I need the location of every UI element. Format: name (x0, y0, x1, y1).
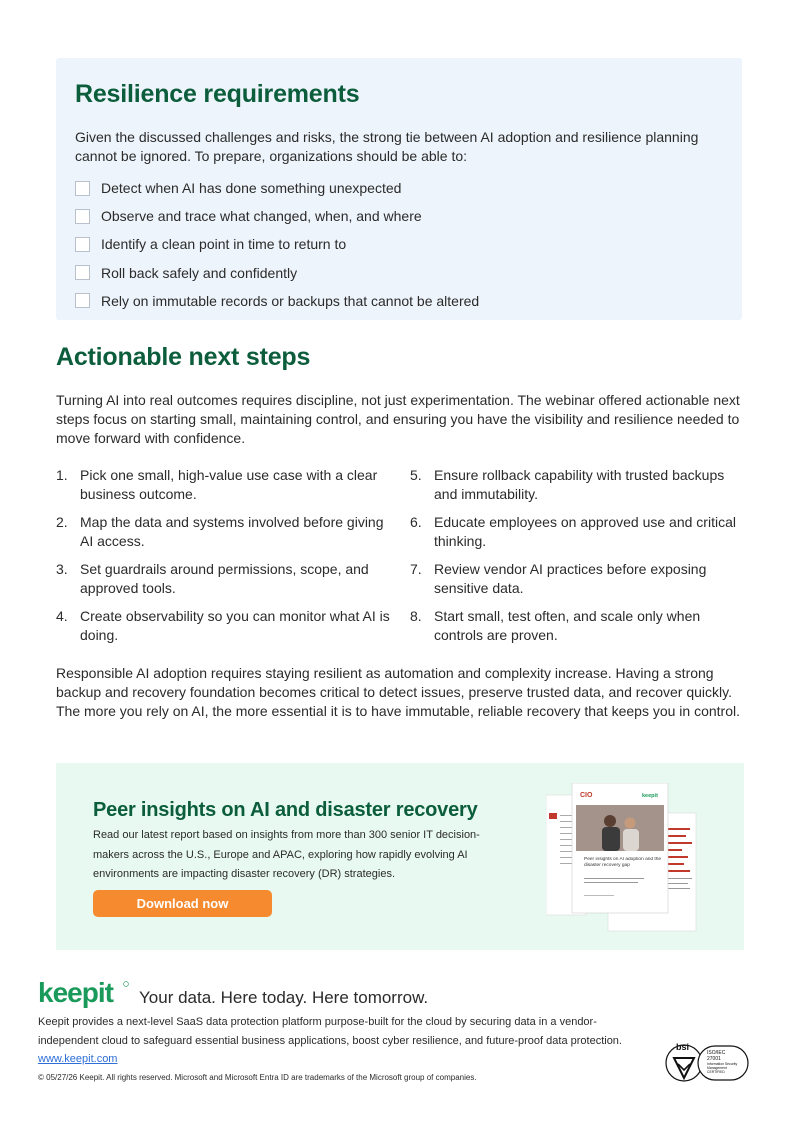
resilience-checklist (75, 174, 479, 315)
cert-line: Information Security (707, 1062, 738, 1066)
cert-line: ISO/IEC (707, 1050, 726, 1056)
step-item (410, 560, 745, 607)
resilience-intro: Given the discussed challenges and risks, the strong tie between AI adoption and resilience planning cannot be ignored. To prepare, organizations should be able to: (75, 129, 699, 164)
cert-line: CERTIFIED (707, 1070, 725, 1074)
download-now-button[interactable]: Download now (93, 890, 272, 917)
step-text: Ensure rollback capability with trusted backups and immutability. (434, 467, 725, 502)
step-text: Review vendor AI practices before exposing sensitive data. (434, 561, 707, 596)
checkbox[interactable] (75, 237, 90, 252)
checklist-item-label: Detect when AI has done something unexpected (101, 180, 402, 197)
checklist-item-label: Observe and trace what changed, when, and where (101, 208, 422, 225)
checklist-item (75, 230, 479, 258)
report-brand-left: CIO (580, 792, 593, 799)
footer-description (38, 1013, 638, 1069)
promo-title: Peer insights on AI and disaster recovery (93, 799, 478, 821)
checkbox[interactable] (75, 293, 90, 308)
step-item (56, 513, 391, 560)
checklist-item (75, 202, 479, 230)
step-number: 6. (410, 514, 422, 530)
step-number: 7. (410, 561, 422, 577)
step-text: Map the data and systems involved before giving AI access. (80, 514, 384, 549)
report-brand-right: keepit (642, 793, 658, 799)
closing-paragraph: Responsible AI adoption requires staying resilient as automation and complexity increase. Having a strong backup and recovery foundation becomes critical to detect issues, preserve trusted data, and recover quickly. The more you rely on AI, the more essential it is to have immutable, reliable recovery that keeps you in control. (56, 665, 740, 719)
resilience-requirements-box (56, 58, 742, 320)
step-item (410, 607, 745, 654)
cert-line: 27001 (707, 1056, 721, 1062)
bsi-certification-badge (664, 1040, 750, 1084)
step-number: 3. (56, 561, 68, 577)
step-text: Start small, test often, and scale only when controls are proven. (434, 608, 701, 643)
keepit-website-link[interactable]: www.keepit.com (38, 1053, 118, 1065)
step-text: Pick one small, high-value use case with a clear business outcome. (80, 467, 378, 502)
step-item (56, 466, 391, 513)
checklist-item-label: Roll back safely and confidently (101, 264, 298, 281)
bsi-brand: bsi (676, 1042, 690, 1052)
footer-tagline: Your data. Here today. Here tomorrow. (139, 988, 429, 1007)
step-item (410, 513, 745, 560)
step-text: Educate employees on approved use and critical thinking. (434, 514, 736, 549)
step-text: Set guardrails around permissions, scope, and approved tools. (80, 561, 369, 596)
step-item (56, 607, 391, 654)
report-promo-banner (56, 763, 744, 950)
checklist-item-label: Identify a clean point in time to return to (101, 236, 347, 253)
promo-description: Read our latest report based on insights from more than 300 senior IT decision-makers across the U.S., Europe and APAC, exploring how rapidly evolving AI environments are impacting disaster recovery (DR) strategies. (93, 829, 480, 880)
keepit-logo (38, 980, 132, 1010)
next-steps-title: Actionable next steps (56, 343, 311, 371)
report-cover-title: Peer insights on AI adoption and the disaster recovery gap (584, 857, 662, 868)
steps-list-right (410, 466, 745, 654)
checkbox[interactable] (75, 181, 90, 196)
step-text: Create observability so you can monitor what AI is doing. (80, 608, 390, 643)
keepit-logo-text: keepit (38, 980, 113, 1008)
copyright-notice: © 05/27/26 Keepit. All rights reserved. Microsoft and Microsoft Entra ID are trademarks of the Microsoft group of companies. (38, 1073, 477, 1082)
step-number: 4. (56, 608, 68, 624)
resilience-title: Resilience requirements (75, 80, 360, 108)
cert-line: Management (707, 1066, 727, 1070)
next-steps-intro: Turning AI into real outcomes requires discipline, not just experimentation. The webinar offered actionable next steps focus on starting small, maintaining control, and ensuring you have the visibility and resilience needed to move forward with confidence. (56, 392, 740, 446)
step-item (410, 466, 745, 513)
steps-list-left (56, 466, 391, 654)
checkbox[interactable] (75, 265, 90, 280)
step-number: 8. (410, 608, 422, 624)
checklist-item (75, 287, 479, 315)
checklist-item-label: Rely on immutable records or backups that cannot be altered (101, 292, 480, 309)
footer-description-text: Keepit provides a next-level SaaS data protection platform purpose-built for the cloud by securing data in a vendor-independent cloud to safeguard essential business applications, boost cyber resilience, and future-proof data protection. (38, 1016, 622, 1047)
checkbox[interactable] (75, 209, 90, 224)
checklist-item (75, 259, 479, 287)
step-number: 2. (56, 514, 68, 530)
step-number: 5. (410, 467, 422, 483)
checklist-item (75, 174, 479, 202)
step-number: 1. (56, 467, 68, 483)
report-cover-image[interactable] (546, 783, 701, 933)
step-item (56, 560, 391, 607)
